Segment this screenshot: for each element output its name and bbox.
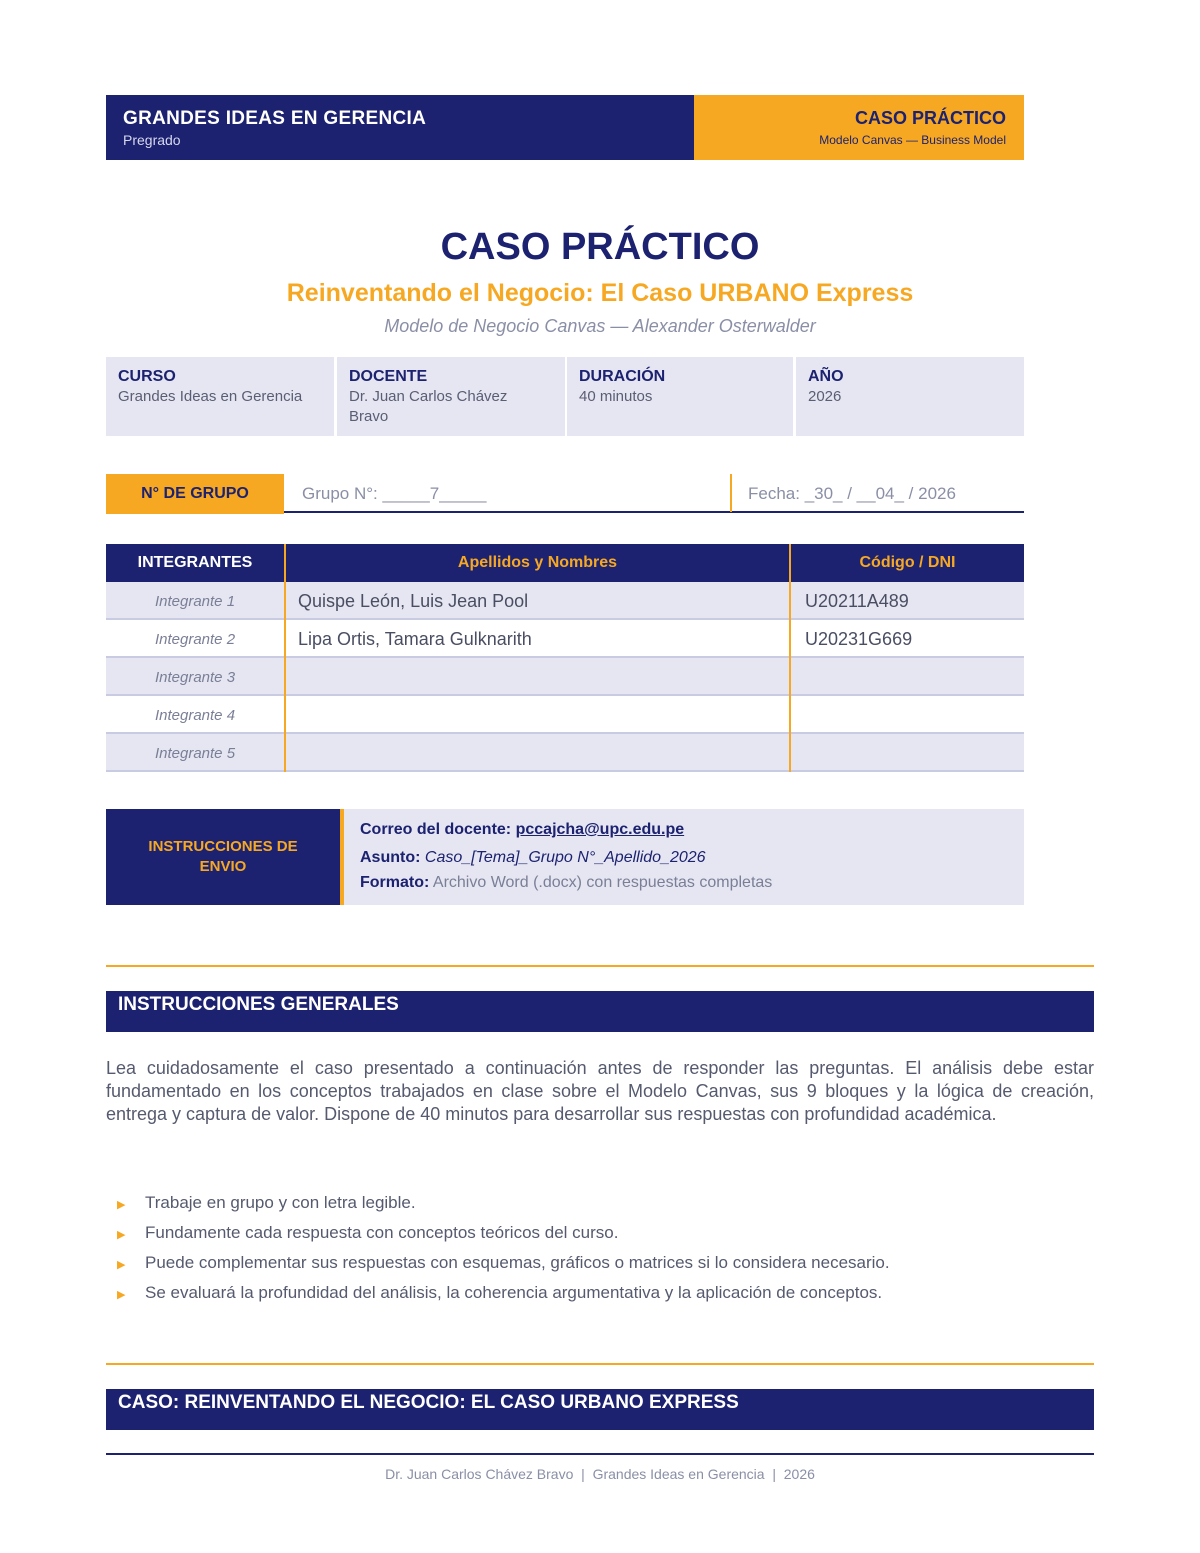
teacher-email-link[interactable]: pccajcha@upc.edu.pe [515, 821, 685, 838]
member-label: Integrante 4 [154, 707, 236, 724]
info-label: DOCENTE [349, 368, 428, 385]
list-item: Fundamente cada respuesta con conceptos teóricos del curso. [145, 1223, 619, 1242]
format-label: Formato: [360, 874, 430, 891]
section-divider [106, 965, 1094, 967]
info-label: CURSO [118, 368, 176, 385]
group-separator [730, 474, 732, 512]
format-value: Archivo Word (.docx) con respuestas completas [432, 874, 773, 891]
info-value: Dr. Juan Carlos Chávez Bravo [349, 388, 508, 425]
group-underline [284, 511, 1024, 513]
info-cell-teacher [337, 357, 565, 436]
info-label: AÑO [808, 368, 844, 385]
email-label: Correo del docente: [360, 821, 512, 838]
group-number-field[interactable]: Grupo N°: _____7_____ [302, 484, 487, 503]
info-value: Grandes Ideas en Gerencia [118, 388, 303, 405]
info-label: DURACIÓN [579, 368, 666, 385]
info-cell-year [796, 357, 1024, 436]
submission-email-line [360, 821, 684, 839]
section-title-case: CASO: REINVENTANDO EL NEGOCIO: EL CASO URBANO EXPRESS [118, 1392, 739, 1413]
date-field[interactable]: Fecha: _30_ / __04_ / 2026 [748, 484, 956, 503]
triangle-bullet-icon: ▶ [117, 1229, 126, 1241]
author-line: Modelo de Negocio Canvas — Alexander Osterwalder [384, 316, 816, 336]
section-divider [106, 1363, 1094, 1365]
header-doc-subtitle: Modelo Canvas — Business Model [819, 133, 1006, 147]
submission-format-line [360, 874, 772, 892]
group-number-label: N° DE GRUPO [106, 474, 284, 514]
footer-rule [106, 1453, 1094, 1455]
list-item: Trabaje en grupo y con letra legible. [145, 1193, 416, 1212]
submission-label-line: INSTRUCCIONES DE [148, 838, 298, 855]
member-label: Integrante 3 [154, 669, 236, 686]
column-header-names: Apellidos y Nombres [457, 554, 618, 571]
column-header-members: INTEGRANTES [137, 554, 253, 571]
member-name[interactable]: Quispe León, Luis Jean Pool [298, 591, 529, 611]
submission-subject-line [360, 849, 706, 867]
subject-value: Caso_[Tema]_Grupo N°_Apellido_2026 [424, 849, 706, 866]
submission-label-line: ENVIO [199, 858, 247, 875]
header-doc-type: CASO PRÁCTICO [854, 108, 1006, 128]
case-subtitle: Reinventando el Negocio: El Caso URBANO Express [286, 279, 914, 307]
column-header-code: Código / DNI [859, 554, 956, 571]
list-item: Se evaluará la profundidad del análisis, la coherencia argumentativa y la aplicación de conceptos. [145, 1283, 883, 1302]
page-footer: Dr. Juan Carlos Chávez Bravo | Grandes Ideas en Gerencia | 2026 [385, 1466, 815, 1482]
section-title-instructions: INSTRUCCIONES GENERALES [118, 994, 399, 1015]
list-item: Puede complementar sus respuestas con esquemas, gráficos o matrices si lo considera necesario. [145, 1253, 890, 1272]
member-label: Integrante 5 [154, 745, 236, 762]
info-value: 40 minutos [579, 388, 653, 405]
column-divider [789, 544, 791, 772]
triangle-bullet-icon: ▶ [117, 1289, 126, 1301]
triangle-bullet-icon: ▶ [117, 1199, 126, 1211]
page-title: CASO PRÁCTICO [440, 226, 760, 268]
member-label: Integrante 2 [154, 631, 236, 648]
header-level: Pregrado [123, 132, 181, 148]
member-label: Integrante 1 [154, 593, 236, 610]
info-cell-duration [567, 357, 793, 436]
info-cell-course [106, 357, 334, 436]
instructions-paragraph: Lea cuidadosamente el caso presentado a continuación antes de responder las preguntas. El análisis debe estar fundamentado en los conceptos trabajados en clase sobre el Modelo Canvas, sus 9 bloques y la lógica de creación, entrega y captura de valor. Dispone de 40 minutos para desarrollar sus respuestas con profundidad académica. [106, 1058, 1094, 1124]
header-course-title: GRANDES IDEAS EN GERENCIA [123, 108, 427, 129]
submission-label [106, 837, 340, 877]
info-value: 2026 [808, 388, 842, 405]
triangle-bullet-icon: ▶ [117, 1259, 126, 1271]
column-divider [284, 544, 286, 772]
member-code[interactable]: U20231G669 [805, 629, 913, 649]
member-name[interactable]: Lipa Ortis, Tamara Gulknarith [298, 629, 532, 649]
member-code[interactable]: U20211A489 [805, 591, 909, 611]
subject-label: Asunto: [360, 849, 421, 866]
